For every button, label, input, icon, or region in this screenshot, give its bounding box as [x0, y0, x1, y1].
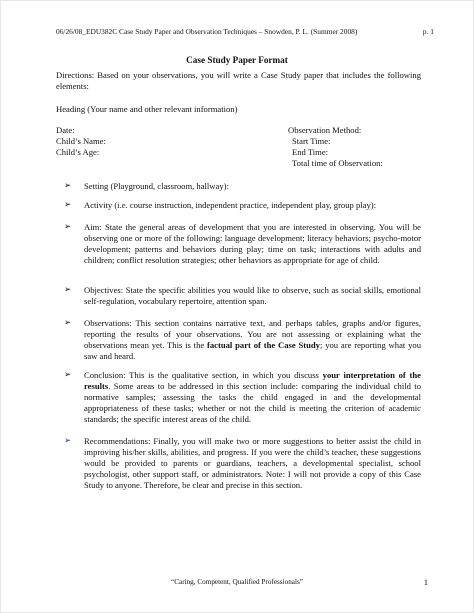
directions-paragraph: Directions: Based on your observations, you will write a Case Study paper that includes the following elements: — [56, 70, 421, 92]
arrow-bullet-icon: ➢ — [64, 370, 72, 380]
arrow-bullet-icon: ➢ — [64, 222, 72, 232]
observations-text-start: Observations: This section contains narrative text, and perhaps tables, graphs and/or figures, reporting the results of your observations. You are not assessing or explaining what the observations mean yet. This is the — [84, 318, 421, 351]
info-left-column — [56, 125, 106, 158]
activity-text: Activity (i.e. course instruction, independent practice, independent play, group play): — [84, 200, 377, 210]
childs-name-label: Child’s Name: — [56, 136, 106, 146]
childs-age-label: Child’s Age: — [56, 147, 100, 157]
conclusion-text-end: . Some areas to be addressed in this section include: comparing the individual child to normative samples; assessing the tasks the child engaged in and the developmental appropriateness of these tasks; whether or not the child is meeting the criterion of academic standards; the specific interest areas of the child. — [84, 381, 421, 425]
total-time-label: Total time of Observation: — [292, 158, 383, 168]
list-item-activity — [64, 200, 421, 211]
observations-text-end: ; you are reporting what you saw and heard. — [84, 340, 421, 362]
arrow-bullet-icon: ➢ — [64, 285, 72, 295]
list-item-objectives — [64, 285, 421, 307]
list-item-recommendations — [64, 436, 421, 491]
document-title: Case Study Paper Format — [186, 55, 288, 65]
list-item-aim — [64, 222, 421, 266]
date-label: Date: — [56, 125, 75, 135]
arrow-bullet-icon: ➢ — [64, 181, 72, 191]
arrow-bullet-icon: ➢ — [64, 200, 72, 210]
end-time-label: End Time: — [292, 147, 329, 157]
start-time-label: Start Time: — [292, 136, 331, 146]
page-header — [56, 27, 434, 36]
arrow-bullet-icon: ➢ — [64, 318, 72, 328]
footer-page-number: 1 — [423, 577, 428, 587]
list-item-observations — [64, 318, 421, 362]
conclusion-text — [84, 370, 421, 425]
header-page-label: p. 1 — [422, 27, 434, 36]
objectives-text: Objectives: State the specific abilities you would like to observe, such as social skills, emotional self-regulation, vocabulary repertoire, attention span. — [84, 285, 421, 307]
conclusion-emphasis: your interpretation of the results — [84, 370, 421, 392]
header-left: 06/26/08_EDU382C Case Study Paper and Observation Techniques – Snowden, P. L. (Summer 2008) — [56, 27, 358, 36]
observation-method-label: Observation Method: — [288, 125, 362, 135]
observations-text — [84, 318, 421, 362]
aim-text: Aim: State the general areas of development that you are interested in observing. You will be observing one or more of the following: language development; literacy behaviors; psycho-motor development; patterns and behaviors during play; time on task; interactions with adults and children; conflict resolution strategies; other behaviors as appropriate for age of child. — [84, 222, 421, 266]
arrow-bullet-icon: ➢ — [64, 436, 72, 446]
recommendations-text: Recommendations: Finally, you will make two or more suggestions to better assist the child in improving his/her skills, abilities, and progress. If you were the child’s teacher, these suggestions would be provided to parents or guardians, teachers, a developmental specialist, school psychologist, other support staff, or administrators. Note: I will not provide a copy of this Case Study to anyone. Therefore, be clear and precise in this section. — [84, 436, 421, 491]
list-item-conclusion — [64, 370, 421, 425]
footer-motto: “Caring, Competent, Qualified Professionals” — [171, 578, 303, 586]
list-item-setting — [64, 181, 421, 192]
setting-text: Setting (Playground, classroom, hallway): — [84, 181, 229, 191]
observations-emphasis: factual part of the Case Study — [207, 340, 320, 351]
conclusion-text-start: Conclusion: This is the qualitative section, in which you discuss — [84, 370, 323, 380]
heading-instruction: Heading (Your name and other relevant information) — [56, 104, 238, 114]
info-right-column — [288, 125, 383, 169]
